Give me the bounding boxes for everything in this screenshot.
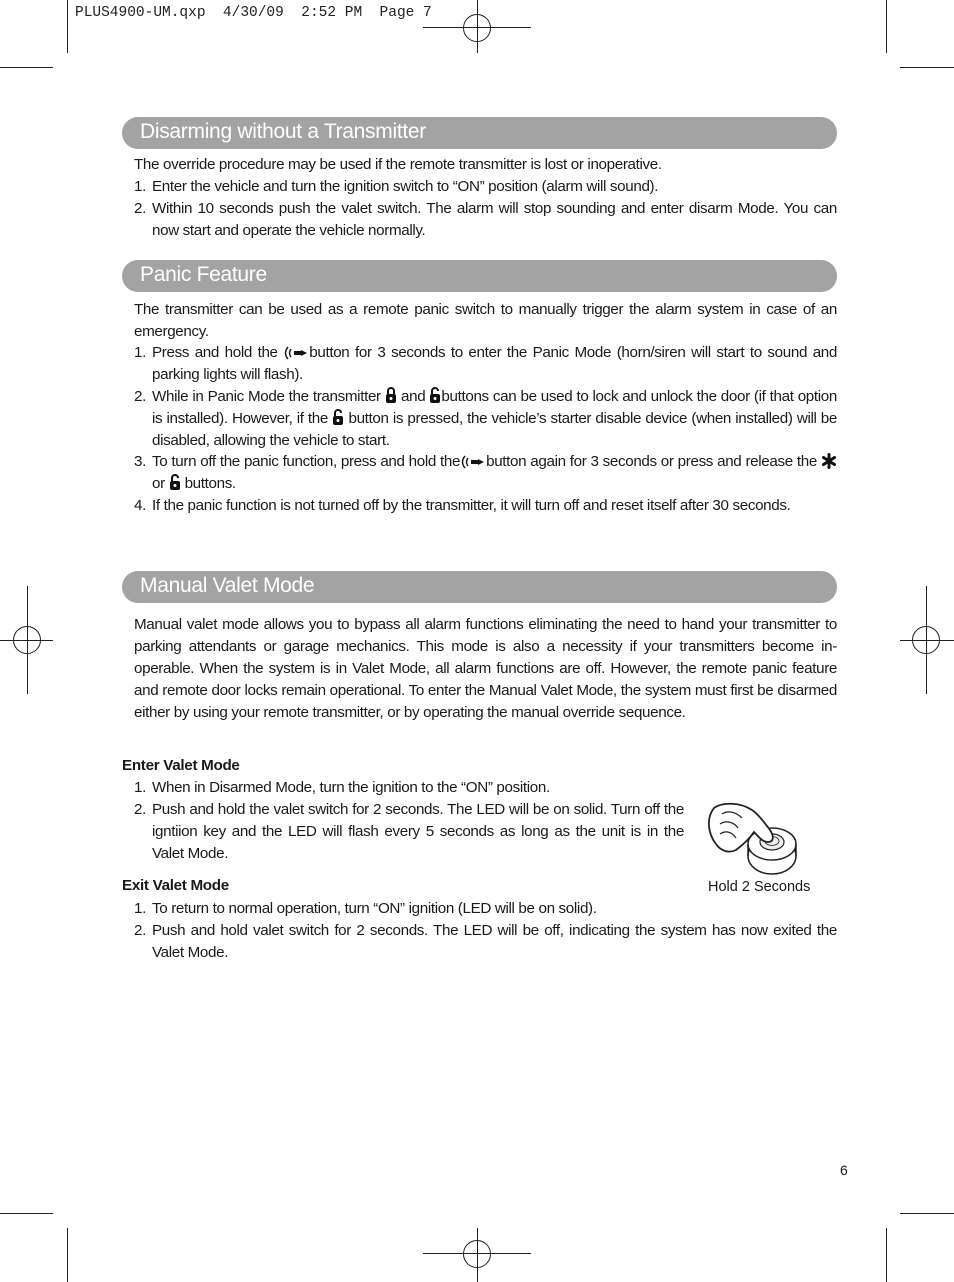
unlock-icon <box>332 408 344 426</box>
hand-pressing-button-icon <box>700 798 804 878</box>
unlock-icon <box>169 473 181 491</box>
panic-step-4: 4. If the panic function is not turned off by the transmitter, it will turn off and reset itself after 30 seconds. <box>134 497 791 514</box>
section-title: Panic Feature <box>140 263 267 286</box>
disarm-intro: The override procedure may be used if the remote transmitter is lost or inoperative. <box>134 156 662 173</box>
section-header-valet <box>122 571 837 603</box>
crop-mark <box>67 0 68 53</box>
section-header-disarming <box>122 117 837 149</box>
panic-step-3: 3. To turn off the panic function, press and hold the button again for 3 seconds or press and release the or buttons. <box>134 451 837 495</box>
disarm-step-2: 2. Within 10 seconds push the valet switch. The alarm will stop sounding and enter disarm Mode. You can now start and operate the vehicle normally. <box>134 200 837 239</box>
unlock-icon <box>429 386 441 404</box>
enter-valet-heading: Enter Valet Mode <box>122 757 240 774</box>
crop-mark <box>0 67 53 68</box>
valet-intro: Manual valet mode allows you to bypass all alarm functions eliminating the need to hand your transmitter to parking attendants or garage mechanics. This mode is also a necessity if your transmitters become in-operable. When the system is in Valet Mode, all alarm functions are off. However, the remote panic feature and remote door locks remain operational. To enter the Manual Valet Mode, the system must first be disarmed either by using your remote transmitter, or by operating the manual override sequence. <box>134 616 837 721</box>
disarm-step-1: 1. Enter the vehicle and turn the ignition switch to “ON” position (alarm will sound). <box>134 178 659 195</box>
exit-valet-heading: Exit Valet Mode <box>122 877 229 894</box>
crop-mark <box>67 1228 68 1282</box>
panic-icon <box>283 346 309 360</box>
star-icon <box>821 453 837 469</box>
exit-valet-step-2: 2. Push and hold valet switch for 2 seconds. The LED will be off, indicating the system has now exited the Valet Mode. <box>134 922 837 961</box>
crop-mark <box>886 1228 887 1282</box>
enter-valet-step-2: 2. Push and hold the valet switch for 2 seconds. The LED will be on solid. Turn off the igntiion key and the LED will flash every 5 seconds as long as the unit is in the Valet Mode. <box>134 801 684 862</box>
crop-mark <box>900 67 954 68</box>
section-header-panic <box>122 260 837 292</box>
section-title: Disarming without a Transmitter <box>140 120 426 143</box>
panic-step-1: 1. Press and hold the button for 3 seconds to enter the Panic Mode (horn/siren will start to sound and parking lights will flash). <box>134 344 837 383</box>
print-slug: PLUS4900-UM.qxp 4/30/09 2:52 PM Page 7 <box>75 5 432 21</box>
panic-step-2: 2. While in Panic Mode the transmitter and buttons can be used to lock and unlock the door (if that option is installed). However, if the button is pressed, the vehicle’s starter disable device (when installed) will be disabled, allowing the vehicle to start. <box>134 388 837 449</box>
exit-valet-step-1: 1. To return to normal operation, turn “ON” ignition (LED will be on solid). <box>134 900 597 917</box>
enter-valet-step-1: 1. When in Disarmed Mode, turn the ignition to the “ON” position. <box>134 779 550 796</box>
panic-icon <box>460 455 486 469</box>
illustration-caption: Hold 2 Seconds <box>708 879 811 895</box>
page-number: 6 <box>840 1162 848 1178</box>
lock-icon <box>385 386 397 404</box>
crop-mark <box>886 0 887 53</box>
crop-mark <box>0 1213 53 1214</box>
crop-mark <box>900 1213 954 1214</box>
panic-intro: The transmitter can be used as a remote panic switch to manually trigger the alarm system in case of an emergency. <box>134 301 837 340</box>
section-title: Manual Valet Mode <box>140 574 315 597</box>
